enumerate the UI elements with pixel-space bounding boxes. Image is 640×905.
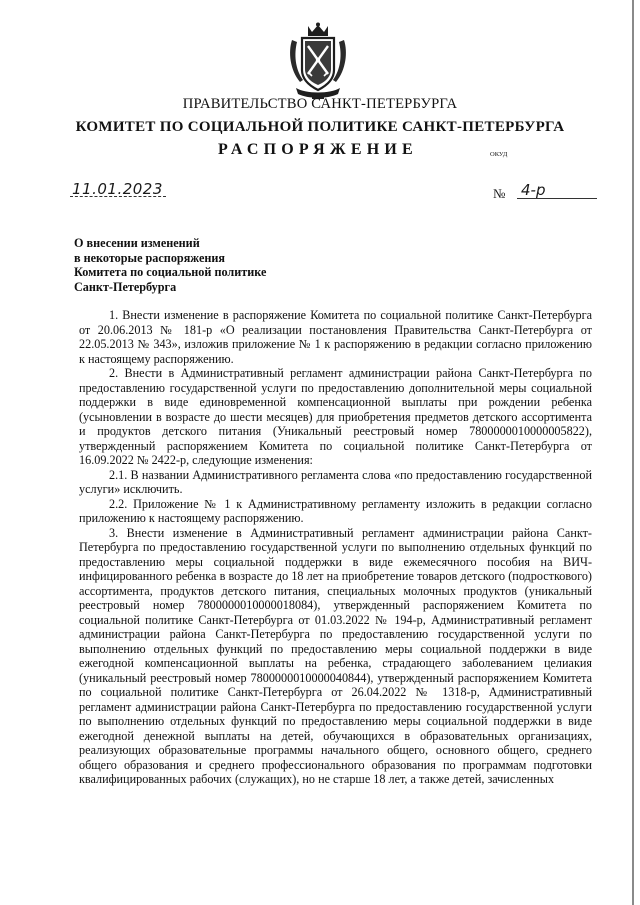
committee-title: КОМИТЕТ ПО СОЦИАЛЬНОЙ ПОЛИТИКЕ САНКТ-ПЕТЕРБУРГА (75, 119, 565, 135)
document-number: 4-р (521, 181, 546, 199)
document-body (79, 308, 592, 787)
paragraph-1: 1. Внести изменение в распоряжение Комитета по социальной политике Санкт-Петербурга от 20.06.2013 № 181-р «О реализации постановления Правительства Санкт-Петербурга от 22.05.2013 № 343», изложив приложение № 1 к распоряжению в редакции согласно приложению к настоящему распоряжению. (79, 308, 592, 366)
paragraph-3: 3. Внести изменение в Административный регламент администрации района Санкт-Петербурга по предоставлению государственной услуги по выполнению отдельных функций по предоставлению меры социальной поддержки в виде ежемесячного пособия на ВИЧ-инфицированного ребенка в возрасте до 18 лет на приобретение товаров детского (подросткового) ассортимента, продуктов детского питания, специальных молочных продуктов (уникальный реестровый номер 7800000010000018084), утвержденный распоряжением Комитета по социальной политике Санкт-Петербурга от 01.03.2022 № 194-р, Административный регламент администрации района Санкт-Петербурга по предоставлению государственной услуги по выполнению отдельных функций по предоставлению меры социальной поддержки в виде ежегодной компенсационной выплаты на ребенка, страдающего заболеванием целиакия (уникальный реестровый номер 7800000010000040844), утвержденный распоряжением Комитета по социальной политике Санкт-Петербурга от 26.04.2022 № 1318-р, Административный регламент администрации района Санкт-Петербурга по предоставлению государственной услуги по выполнению отдельных функций по предоставлению меры социальной поддержки в виде ежегодной денежной выплаты на детей, обучающихся в образовательных организациях, реализующих образовательные программы начального общего, основного общего, среднего общего образования и среднего профессионального образования по программам подготовки квалифицированных рабочих (служащих), но не старше 18 лет, а также детей, зачисленных (79, 525, 592, 786)
subject-line: Санкт-Петербурга (74, 279, 177, 294)
subject-line: Комитета по социальной политике (74, 265, 267, 280)
subject-block (74, 236, 334, 294)
subject-line: О внесении изменений (74, 236, 200, 250)
paragraph-2-2: 2.2. Приложение № 1 к Административному регламенту изложить в редакции согласно приложению к настоящему распоряжению. (79, 496, 592, 525)
okud-label: ОКУД (490, 151, 508, 158)
number-underline (517, 198, 597, 199)
government-title: ПРАВИТЕЛЬСТВО САНКТ-ПЕТЕРБУРГА (182, 96, 458, 112)
document-date: 11.01.2023 (72, 180, 163, 198)
paragraph-2: 2. Внести в Административный регламент администрации района Санкт-Петербурга по предоставлению государственной услуги по предоставлению дополнительной меры социальной поддержки в виде единовременной компенсационной выплаты при рождении ребенка (усыновлении в возрасте до шести месяцев) для приобретения предметов детского ассортимента и продуктов детского питания (Уникальный реестровый номер 7800000010000005822), утвержденный распоряжением Комитета по социальной политике Санкт-Петербурга от 16.09.2022 № 2422-р, следующие изменения: (79, 366, 592, 467)
paragraph-2-1: 2.1. В названии Административного регламента слова «по предоставлению государственной услуги» исключить. (79, 467, 592, 496)
subject-line: в некоторые распоряжения (74, 250, 226, 265)
document-type-heading: РАСПОРЯЖЕНИЕ (218, 141, 418, 158)
date-underline (70, 196, 166, 197)
coat-of-arms-icon (286, 22, 350, 102)
number-label: № (493, 186, 506, 201)
